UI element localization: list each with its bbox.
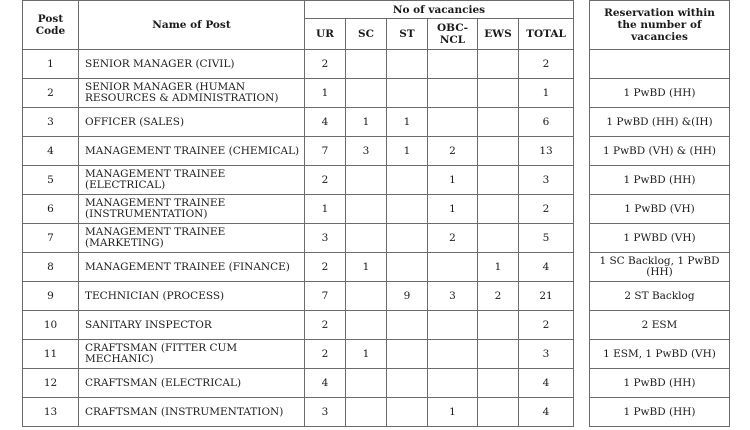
- sc-cell: [346, 398, 387, 427]
- obc-cell: 2: [428, 224, 478, 253]
- obc-cell: [428, 50, 478, 79]
- obc-cell: [428, 369, 478, 398]
- total-cell: 2: [519, 50, 574, 79]
- sc-cell: 1: [346, 340, 387, 369]
- ews-cell: [478, 195, 519, 224]
- total-cell: 21: [519, 282, 574, 311]
- st-cell: [387, 195, 428, 224]
- reservation-cell: 1 PwBD (HH): [590, 369, 730, 398]
- ur-cell: 1: [305, 79, 346, 108]
- total-cell: 3: [519, 166, 574, 195]
- st-cell: [387, 253, 428, 282]
- post-name-cell: OFFICER (SALES): [79, 108, 305, 137]
- ews-cell: [478, 79, 519, 108]
- header-name-of-post: Name of Post: [79, 1, 305, 50]
- post-name-cell: TECHNICIAN (PROCESS): [79, 282, 305, 311]
- post-code-cell: 11: [23, 340, 79, 369]
- reservation-cell: 2 ST Backlog: [590, 282, 730, 311]
- reservation-cell: 1 PwBD (VH) & (HH): [590, 137, 730, 166]
- sc-cell: [346, 369, 387, 398]
- ur-cell: 4: [305, 108, 346, 137]
- total-cell: 4: [519, 398, 574, 427]
- obc-cell: 1: [428, 166, 478, 195]
- header-sc: SC: [346, 19, 387, 50]
- ews-cell: [478, 311, 519, 340]
- total-cell: 4: [519, 369, 574, 398]
- table-row: [23, 398, 730, 427]
- header-gap: [574, 1, 590, 50]
- gap-cell: [574, 369, 590, 398]
- reservation-cell: 1 PwBD (VH): [590, 195, 730, 224]
- table-row: [23, 340, 730, 369]
- sc-cell: [346, 79, 387, 108]
- total-cell: 1: [519, 79, 574, 108]
- gap-cell: [574, 50, 590, 79]
- post-name-cell: MANAGEMENT TRAINEE (CHEMICAL): [79, 137, 305, 166]
- st-cell: [387, 79, 428, 108]
- st-cell: [387, 340, 428, 369]
- table-body: [23, 50, 730, 427]
- table-row: [23, 79, 730, 108]
- ur-cell: 7: [305, 282, 346, 311]
- reservation-cell: 1 PwBD (HH) &(IH): [590, 108, 730, 137]
- ews-cell: [478, 224, 519, 253]
- ews-cell: [478, 340, 519, 369]
- gap-cell: [574, 195, 590, 224]
- reservation-cell: 1 PwBD (HH): [590, 166, 730, 195]
- header-st: ST: [387, 19, 428, 50]
- post-name-cell: SENIOR MANAGER (CIVIL): [79, 50, 305, 79]
- obc-cell: 3: [428, 282, 478, 311]
- obc-cell: [428, 253, 478, 282]
- reservation-cell: 2 ESM: [590, 311, 730, 340]
- post-code-cell: 1: [23, 50, 79, 79]
- ews-cell: [478, 369, 519, 398]
- gap-cell: [574, 311, 590, 340]
- post-name-cell: MANAGEMENT TRAINEE (ELECTRICAL): [79, 166, 305, 195]
- post-code-cell: 10: [23, 311, 79, 340]
- header-reservation: Reservation within the number of vacancies: [590, 1, 730, 50]
- post-code-cell: 5: [23, 166, 79, 195]
- ur-cell: 4: [305, 369, 346, 398]
- header-post-code: Post Code: [23, 1, 79, 50]
- post-code-cell: 6: [23, 195, 79, 224]
- post-name-cell: CRAFTSMAN (ELECTRICAL): [79, 369, 305, 398]
- header-total: TOTAL: [519, 19, 574, 50]
- reservation-cell: 1 ESM, 1 PwBD (VH): [590, 340, 730, 369]
- st-cell: [387, 369, 428, 398]
- post-name-cell: MANAGEMENT TRAINEE (FINANCE): [79, 253, 305, 282]
- table-row: [23, 369, 730, 398]
- ur-cell: 7: [305, 137, 346, 166]
- total-cell: 2: [519, 195, 574, 224]
- table-row: [23, 195, 730, 224]
- post-name-cell: MANAGEMENT TRAINEE (MARKETING): [79, 224, 305, 253]
- gap-cell: [574, 340, 590, 369]
- table-row: [23, 311, 730, 340]
- ews-cell: [478, 398, 519, 427]
- obc-cell: 2: [428, 137, 478, 166]
- st-cell: [387, 50, 428, 79]
- gap-cell: [574, 79, 590, 108]
- sc-cell: 3: [346, 137, 387, 166]
- vacancy-table: [22, 0, 730, 427]
- st-cell: [387, 311, 428, 340]
- ews-cell: 1: [478, 253, 519, 282]
- obc-cell: [428, 311, 478, 340]
- sc-cell: [346, 224, 387, 253]
- table-row: [23, 137, 730, 166]
- table-row: [23, 253, 730, 282]
- gap-cell: [574, 253, 590, 282]
- total-cell: 3: [519, 340, 574, 369]
- sc-cell: [346, 50, 387, 79]
- sc-cell: [346, 311, 387, 340]
- ews-cell: [478, 50, 519, 79]
- total-cell: 13: [519, 137, 574, 166]
- table-row: [23, 282, 730, 311]
- sc-cell: 1: [346, 108, 387, 137]
- table-row: [23, 166, 730, 195]
- post-code-cell: 13: [23, 398, 79, 427]
- sc-cell: [346, 282, 387, 311]
- obc-cell: [428, 108, 478, 137]
- table-row: [23, 108, 730, 137]
- post-name-cell: CRAFTSMAN (INSTRUMENTATION): [79, 398, 305, 427]
- ur-cell: 2: [305, 50, 346, 79]
- ews-cell: 2: [478, 282, 519, 311]
- obc-cell: 1: [428, 398, 478, 427]
- sc-cell: 1: [346, 253, 387, 282]
- post-name-cell: CRAFTSMAN (FITTER CUM MECHANIC): [79, 340, 305, 369]
- obc-cell: [428, 79, 478, 108]
- ur-cell: 1: [305, 195, 346, 224]
- reservation-cell: 1 PwBD (HH): [590, 398, 730, 427]
- st-cell: [387, 224, 428, 253]
- ur-cell: 2: [305, 166, 346, 195]
- gap-cell: [574, 166, 590, 195]
- post-code-cell: 8: [23, 253, 79, 282]
- st-cell: 1: [387, 137, 428, 166]
- post-name-cell: SENIOR MANAGER (HUMAN RESOURCES & ADMINISTRATION): [79, 79, 305, 108]
- post-name-cell: SANITARY INSPECTOR: [79, 311, 305, 340]
- total-cell: 6: [519, 108, 574, 137]
- obc-cell: [428, 340, 478, 369]
- post-code-cell: 3: [23, 108, 79, 137]
- post-code-cell: 4: [23, 137, 79, 166]
- header-ur: UR: [305, 19, 346, 50]
- reservation-cell: 1 PwBD (HH): [590, 79, 730, 108]
- table-row: [23, 224, 730, 253]
- header-obc: OBC-NCL: [428, 19, 478, 50]
- post-name-cell: MANAGEMENT TRAINEE (INSTRUMENTATION): [79, 195, 305, 224]
- post-code-cell: 12: [23, 369, 79, 398]
- st-cell: [387, 398, 428, 427]
- gap-cell: [574, 282, 590, 311]
- st-cell: [387, 166, 428, 195]
- gap-cell: [574, 137, 590, 166]
- ur-cell: 3: [305, 398, 346, 427]
- ur-cell: 3: [305, 224, 346, 253]
- obc-cell: 1: [428, 195, 478, 224]
- gap-cell: [574, 398, 590, 427]
- header-ews: EWS: [478, 19, 519, 50]
- total-cell: 5: [519, 224, 574, 253]
- gap-cell: [574, 224, 590, 253]
- ur-cell: 2: [305, 340, 346, 369]
- reservation-cell: 1 SC Backlog, 1 PwBD (HH): [590, 253, 730, 282]
- ur-cell: 2: [305, 311, 346, 340]
- post-code-cell: 7: [23, 224, 79, 253]
- header-vacancies-group: No of vacancies: [305, 1, 574, 19]
- ur-cell: 2: [305, 253, 346, 282]
- total-cell: 2: [519, 311, 574, 340]
- post-code-cell: 9: [23, 282, 79, 311]
- reservation-cell: [590, 50, 730, 79]
- sc-cell: [346, 195, 387, 224]
- post-code-cell: 2: [23, 79, 79, 108]
- sc-cell: [346, 166, 387, 195]
- total-cell: 4: [519, 253, 574, 282]
- ews-cell: [478, 166, 519, 195]
- table-row: [23, 50, 730, 79]
- st-cell: 1: [387, 108, 428, 137]
- reservation-cell: 1 PWBD (VH): [590, 224, 730, 253]
- ews-cell: [478, 108, 519, 137]
- gap-cell: [574, 108, 590, 137]
- ews-cell: [478, 137, 519, 166]
- st-cell: 9: [387, 282, 428, 311]
